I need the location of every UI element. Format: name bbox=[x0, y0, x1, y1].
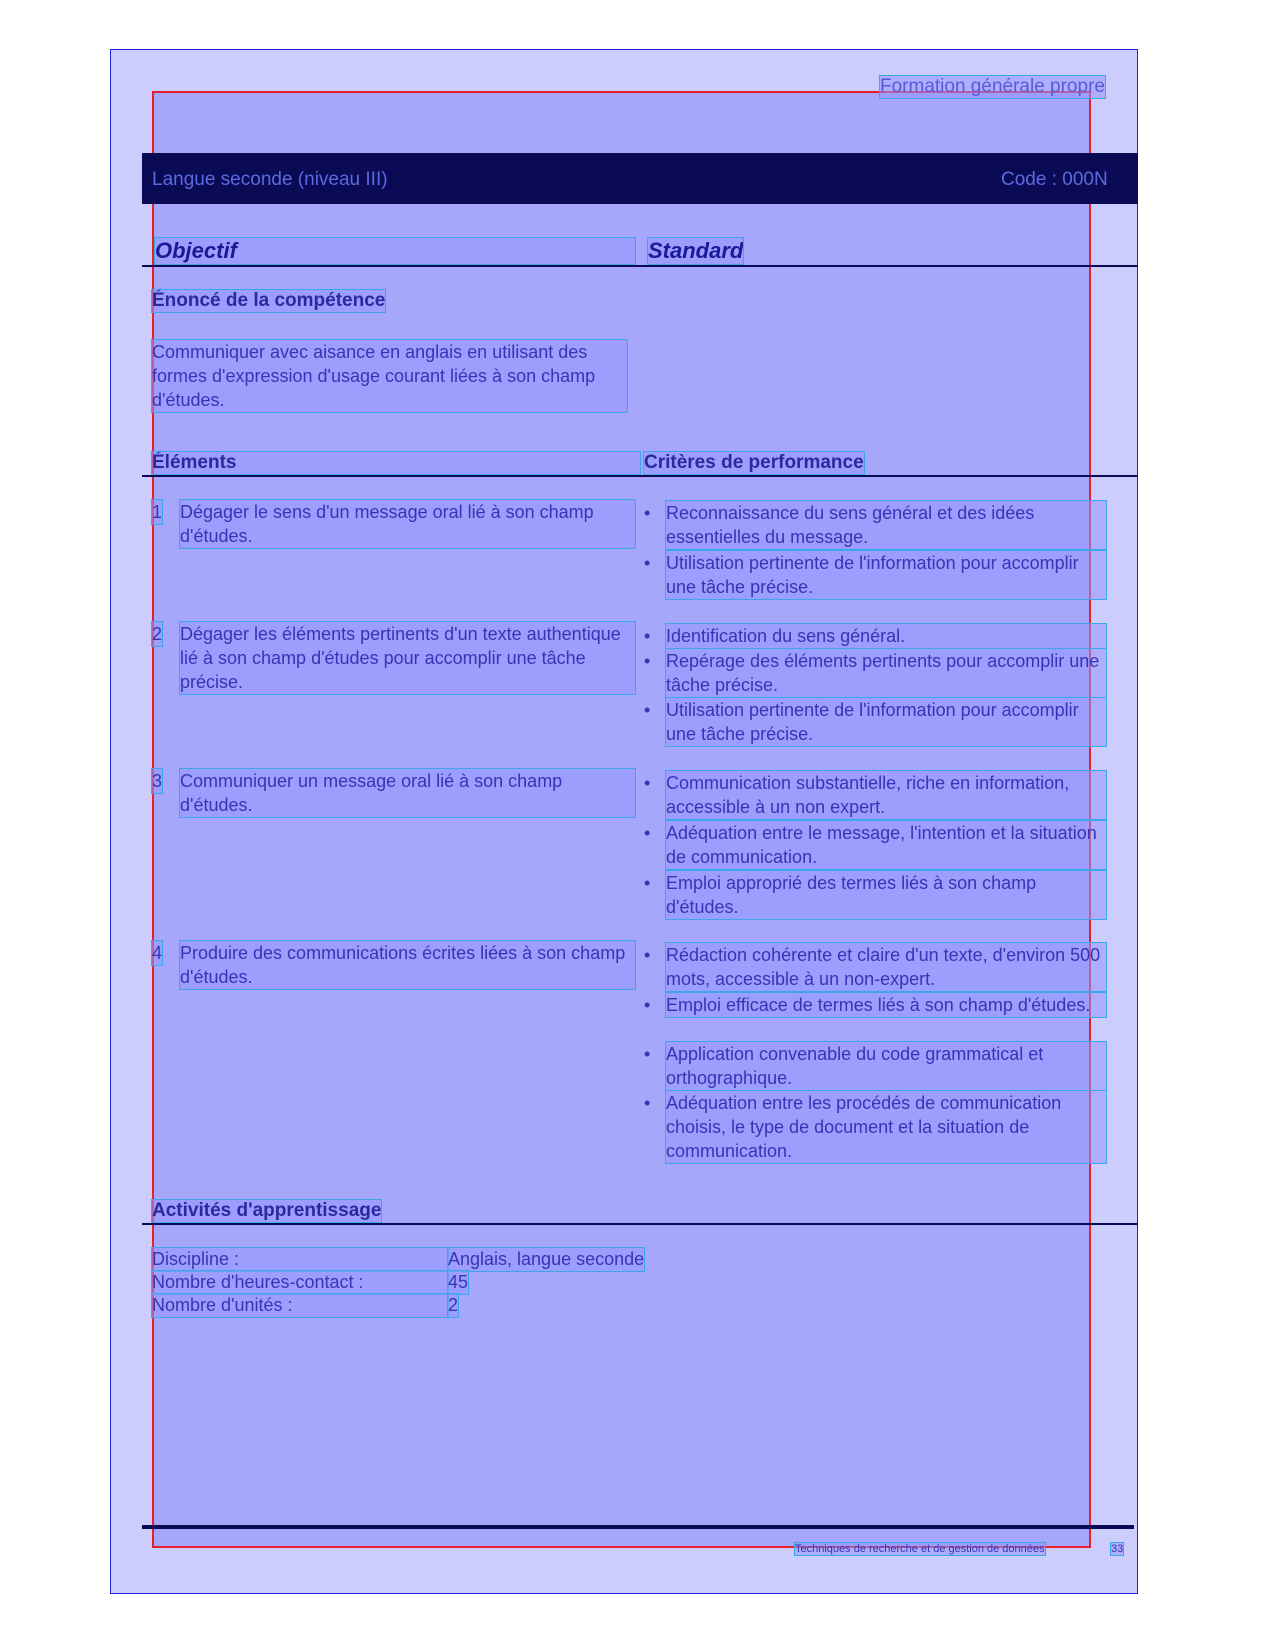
criterion-4-1 bbox=[644, 943, 1101, 991]
elements-heading: Éléments bbox=[152, 452, 640, 474]
criterion-text: Identification du sens général. bbox=[666, 624, 1106, 648]
criterion-text: Rédaction cohérente et claire d'un texte, d'environ 500 mots, accessible à un non-expert. bbox=[666, 943, 1106, 991]
bullet-icon: • bbox=[644, 503, 651, 523]
page-number: 33 bbox=[1111, 1543, 1124, 1555]
units-value: 2 bbox=[448, 1295, 459, 1315]
criterion-text: Adéquation entre le message, l'intention et la situation de communication. bbox=[666, 821, 1106, 869]
discipline-value: Anglais, langue seconde bbox=[448, 1249, 645, 1269]
criterion-text: Adéquation entre les procédés de communication choisis, le type de document et la situation de communication. bbox=[666, 1091, 1106, 1163]
element-4 bbox=[152, 941, 642, 991]
bullet-icon: • bbox=[644, 553, 651, 573]
footer-rule bbox=[142, 1525, 1134, 1529]
criterion-4-4 bbox=[644, 1091, 1094, 1163]
criterion-text: Reconnaissance du sens général et des idées essentielles du message. bbox=[666, 501, 1106, 549]
bullet-icon: • bbox=[644, 823, 651, 843]
criterion-2-3 bbox=[644, 698, 1094, 746]
criterion-4-2 bbox=[644, 993, 1094, 1041]
criterion-text: Utilisation pertinente de l'information pour accomplir une tâche précise. bbox=[666, 551, 1106, 599]
criterion-2-2 bbox=[644, 649, 1100, 697]
competence-heading: Énoncé de la compétence bbox=[152, 290, 386, 311]
criterion-4-3 bbox=[644, 1042, 1094, 1090]
criteria-heading: Critères de performance bbox=[644, 452, 864, 473]
bullet-icon: • bbox=[644, 773, 651, 793]
bullet-icon: • bbox=[644, 1044, 651, 1064]
bullet-icon: • bbox=[644, 626, 651, 646]
criterion-text: Repérage des éléments pertinents pour accomplir une tâche précise. bbox=[666, 649, 1106, 697]
element-3 bbox=[152, 769, 642, 819]
element-text: Dégager les éléments pertinents d'un texte authentique lié à son champ d'études pour accomplir une tâche précise. bbox=[180, 622, 635, 694]
bullet-icon: • bbox=[644, 873, 651, 893]
activities-rule bbox=[142, 1223, 1138, 1225]
bullet-icon: • bbox=[644, 945, 651, 965]
bullet-icon: • bbox=[644, 995, 651, 1015]
footer-program: Techniques de recherche et de gestion de données bbox=[795, 1543, 1045, 1555]
element-number: 3 bbox=[152, 771, 163, 791]
criterion-3-1 bbox=[644, 771, 1094, 819]
bullet-icon: • bbox=[644, 1093, 651, 1113]
competence-text: Communiquer avec aisance en anglais en utilisant des formes d'expression d'usage courant liées à son champ d'études. bbox=[152, 340, 627, 412]
elements-rule bbox=[142, 475, 1138, 477]
element-number: 2 bbox=[152, 624, 163, 644]
activities-heading: Activités d'apprentissage bbox=[152, 1200, 382, 1221]
criterion-2-1 bbox=[644, 624, 1094, 648]
criterion-text: Emploi approprié des termes liés à son champ d'études. bbox=[666, 871, 1106, 919]
bullet-icon: • bbox=[644, 651, 651, 671]
hours-label: Nombre d'heures-contact : bbox=[152, 1271, 448, 1294]
element-2 bbox=[152, 622, 642, 696]
standard-heading: Standard bbox=[648, 238, 744, 263]
criterion-1-1 bbox=[644, 501, 1094, 549]
criterion-text: Utilisation pertinente de l'information pour accomplir une tâche précise. bbox=[666, 698, 1106, 746]
element-1 bbox=[152, 500, 642, 550]
element-text: Produire des communications écrites liées à son champ d'études. bbox=[180, 941, 635, 989]
discipline-label: Discipline : bbox=[152, 1248, 448, 1271]
criterion-3-3 bbox=[644, 871, 1094, 919]
course-code: Code : 000N bbox=[1001, 169, 1108, 190]
bullet-icon: • bbox=[644, 700, 651, 720]
units-label: Nombre d'unités : bbox=[152, 1294, 448, 1317]
objective-heading: Objectif bbox=[155, 238, 635, 264]
criterion-3-2 bbox=[644, 821, 1097, 869]
course-title: Langue seconde (niveau III) bbox=[152, 169, 388, 190]
hours-value: 45 bbox=[448, 1272, 469, 1292]
criterion-text: Application convenable du code grammatical et orthographique. bbox=[666, 1042, 1106, 1090]
criterion-1-2 bbox=[644, 551, 1094, 599]
criterion-text: Communication substantielle, riche en information, accessible à un non expert. bbox=[666, 771, 1106, 819]
element-text: Dégager le sens d'un message oral lié à son champ d'études. bbox=[180, 500, 635, 548]
element-number: 1 bbox=[152, 502, 163, 522]
element-number: 4 bbox=[152, 943, 163, 963]
element-text: Communiquer un message oral lié à son champ d'études. bbox=[180, 769, 635, 817]
objective-rule bbox=[142, 265, 1138, 267]
program-label: Formation générale propre bbox=[880, 76, 1105, 97]
criterion-text: Emploi efficace de termes liés à son champ d'études. bbox=[666, 993, 1106, 1017]
